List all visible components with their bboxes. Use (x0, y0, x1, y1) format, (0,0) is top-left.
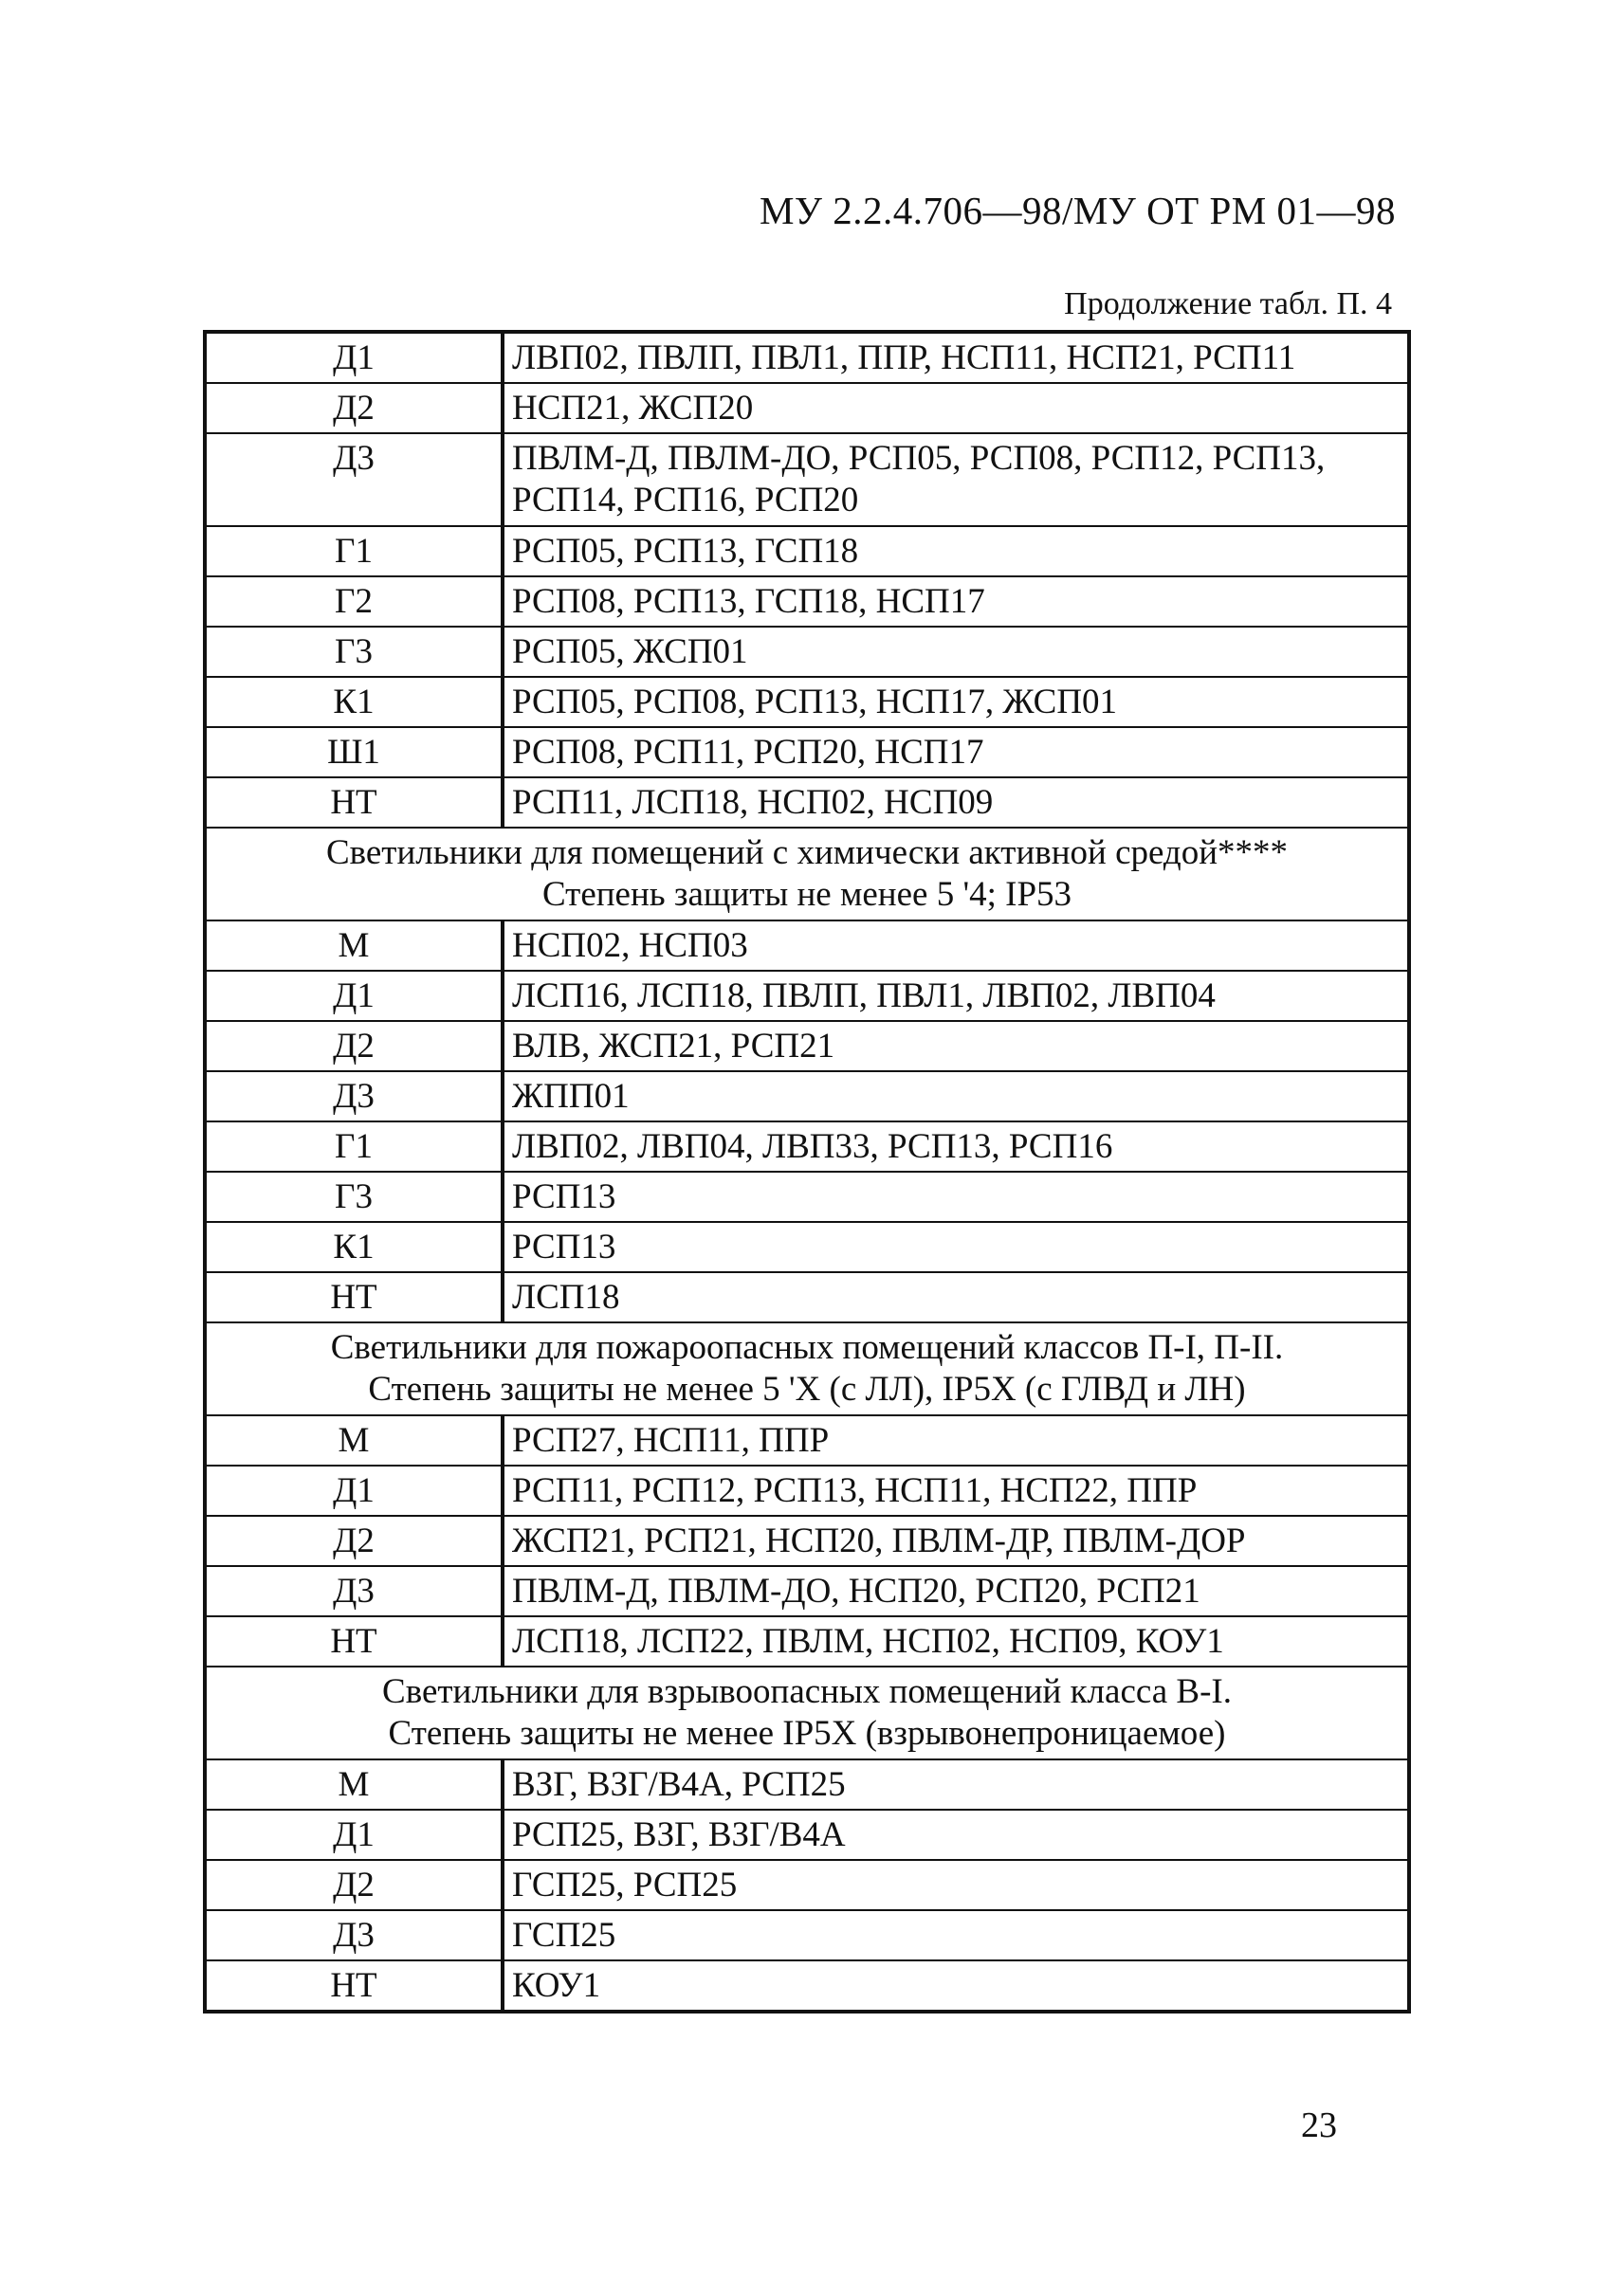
row-items: ЛСП16, ЛСП18, ПВЛП, ПВЛ1, ЛВП02, ЛВП04 (503, 971, 1409, 1021)
table-row (205, 1566, 1409, 1616)
table-row (205, 920, 1409, 971)
table-row (205, 383, 1409, 433)
row-items: ПВЛМ-Д, ПВЛМ-ДО, РСП05, РСП08, РСП12, РСП13, РСП14, РСП16, РСП20 (503, 433, 1409, 526)
row-items: РСП27, НСП11, ППР (503, 1415, 1409, 1466)
row-code: Д1 (205, 332, 503, 383)
row-code: НТ (205, 1272, 503, 1322)
table-row (205, 971, 1409, 1021)
row-code: Г3 (205, 627, 503, 677)
section-header-fire-hazard (205, 1322, 1409, 1415)
row-code: Д2 (205, 1516, 503, 1566)
table-row (205, 433, 1409, 526)
row-items: РСП08, РСП11, РСП20, НСП17 (503, 727, 1409, 777)
table-row (205, 777, 1409, 828)
table-row (205, 1616, 1409, 1667)
row-items: КОУ1 (503, 1960, 1409, 2012)
row-items: ЖСП21, РСП21, НСП20, ПВЛМ-ДР, ПВЛМ-ДОР (503, 1516, 1409, 1566)
table-row (205, 1910, 1409, 1960)
row-code: М (205, 920, 503, 971)
row-items: ВЛВ, ЖСП21, РСП21 (503, 1021, 1409, 1071)
row-items: РСП08, РСП13, ГСП18, НСП17 (503, 576, 1409, 627)
row-items: РСП05, РСП13, ГСП18 (503, 526, 1409, 576)
row-items: ЛСП18, ЛСП22, ПВЛМ, НСП02, НСП09, КОУ1 (503, 1616, 1409, 1667)
table-row (205, 1415, 1409, 1466)
row-items: ВЗГ, ВЗГ/В4А, РСП25 (503, 1759, 1409, 1810)
table-continuation-caption: Продолжение табл. П. 4 (1064, 286, 1392, 321)
row-code: Г1 (205, 526, 503, 576)
row-items: РСП25, ВЗГ, ВЗГ/В4А (503, 1810, 1409, 1860)
page-number: 23 (1301, 2105, 1337, 2145)
section-header-chemical (205, 828, 1409, 920)
row-items: РСП05, РСП08, РСП13, НСП17, ЖСП01 (503, 677, 1409, 727)
table-row (205, 1810, 1409, 1860)
row-code: Г1 (205, 1121, 503, 1172)
row-code: НТ (205, 1960, 503, 2012)
row-code: Д3 (205, 1566, 503, 1616)
row-code: НТ (205, 1616, 503, 1667)
row-code: Д2 (205, 1860, 503, 1910)
row-items: ЛСП18 (503, 1272, 1409, 1322)
section-title: Светильники для взрывоопасных помещений класса В-I. (382, 1672, 1232, 1711)
row-items: НСП21, ЖСП20 (503, 383, 1409, 433)
table-row (205, 576, 1409, 627)
row-code: М (205, 1759, 503, 1810)
table-row (205, 1759, 1409, 1810)
table-row (205, 1222, 1409, 1272)
table-row (205, 1071, 1409, 1121)
table-row (205, 1960, 1409, 2012)
row-items: НСП02, НСП03 (503, 920, 1409, 971)
section-header-row (205, 1667, 1409, 1759)
table-row (205, 727, 1409, 777)
row-items: ГСП25, РСП25 (503, 1860, 1409, 1910)
table-row (205, 1466, 1409, 1516)
section-protection: Степень защиты не менее 5 'X (с ЛЛ), IP5X (с ГЛВД и ЛН) (368, 1370, 1246, 1409)
table-row (205, 1272, 1409, 1322)
row-code: Г2 (205, 576, 503, 627)
row-code: Д2 (205, 1021, 503, 1071)
luminaires-table (203, 330, 1411, 2014)
table-row (205, 677, 1409, 727)
row-items: ГСП25 (503, 1910, 1409, 1960)
table-row (205, 1172, 1409, 1222)
row-items: РСП05, ЖСП01 (503, 627, 1409, 677)
row-code: К1 (205, 1222, 503, 1272)
table-row (205, 1121, 1409, 1172)
row-code: Ш1 (205, 727, 503, 777)
section-protection: Степень защиты не менее 5 '4; IP53 (541, 875, 1072, 914)
row-code: Д3 (205, 433, 503, 526)
row-code: Д1 (205, 971, 503, 1021)
row-items: ЛВП02, ЛВП04, ЛВП33, РСП13, РСП16 (503, 1121, 1409, 1172)
table-row (205, 1860, 1409, 1910)
row-code: М (205, 1415, 503, 1466)
row-code: Д1 (205, 1466, 503, 1516)
row-code: Д2 (205, 383, 503, 433)
row-items: РСП11, ЛСП18, НСП02, НСП09 (503, 777, 1409, 828)
section-header-row (205, 828, 1409, 920)
row-items: РСП13 (503, 1172, 1409, 1222)
section-title: Светильники для помещений с химически активной средой**** (325, 833, 1289, 872)
document-code: МУ 2.2.4.706—98/МУ ОТ РМ 01—98 (759, 189, 1396, 232)
row-code: НТ (205, 777, 503, 828)
row-items: РСП11, РСП12, РСП13, НСП11, НСП22, ППР (503, 1466, 1409, 1516)
row-code: Г3 (205, 1172, 503, 1222)
table-row (205, 332, 1409, 383)
section-header-explosion-hazard (205, 1667, 1409, 1759)
row-items: ЖПП01 (503, 1071, 1409, 1121)
row-code: Д3 (205, 1071, 503, 1121)
table-row (205, 526, 1409, 576)
row-code: Д3 (205, 1910, 503, 1960)
row-items: ПВЛМ-Д, ПВЛМ-ДО, НСП20, РСП20, РСП21 (503, 1566, 1409, 1616)
row-code: К1 (205, 677, 503, 727)
table-row (205, 1021, 1409, 1071)
table-row (205, 627, 1409, 677)
row-items: ЛВП02, ПВЛП, ПВЛ1, ППР, НСП11, НСП21, РСП11 (503, 332, 1409, 383)
row-code: Д1 (205, 1810, 503, 1860)
table-row (205, 1516, 1409, 1566)
section-header-row (205, 1322, 1409, 1415)
section-title: Светильники для пожароопасных помещений классов П-I, П-II. (330, 1328, 1284, 1367)
row-items: РСП13 (503, 1222, 1409, 1272)
section-protection: Степень защиты не менее IP5X (взрывонепроницаемое) (388, 1714, 1226, 1753)
